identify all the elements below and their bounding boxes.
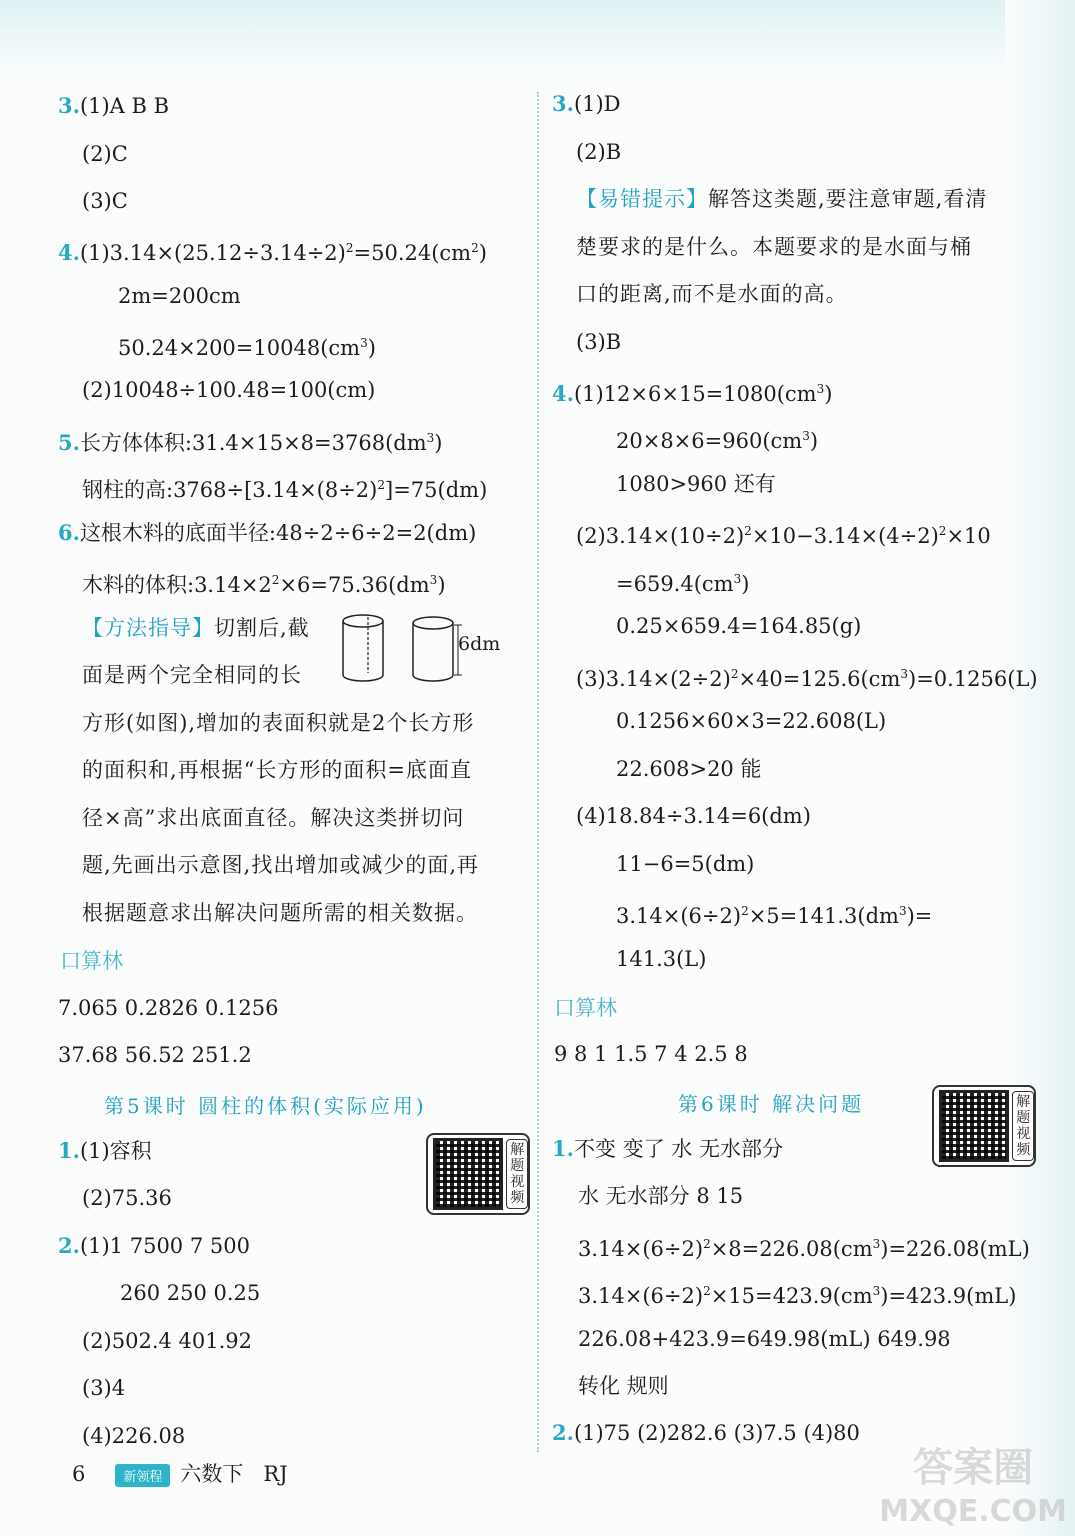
kousuan-row: 9 8 1 1.5 7 4 2.5 8 bbox=[554, 1042, 748, 1066]
top-band bbox=[0, 0, 1075, 80]
method-text: 径×高”求出底面直径。解决这类拼切问 bbox=[82, 806, 465, 830]
answer-line: (4)226.08 bbox=[82, 1424, 186, 1448]
brand-badge: 新领程 bbox=[115, 1464, 170, 1487]
error-tip: 【易错提示】解答这类题,要注意审题,看清 bbox=[576, 187, 988, 211]
tip-text: 楚要求的是什么。本题要求的是水面与桶 bbox=[576, 235, 972, 259]
answer-line: (4)18.84÷3.14=6(dm) bbox=[576, 804, 811, 828]
qr-code-icon bbox=[939, 1090, 1009, 1162]
answer-line: 22.608>20 能 bbox=[616, 757, 762, 781]
answer-line: 0.1256×60×3=22.608(L) bbox=[616, 709, 887, 733]
method-text: 面是两个完全相同的长 bbox=[82, 663, 302, 687]
answer-line: (3)4 bbox=[82, 1376, 126, 1400]
kousuan-title: 口算林 bbox=[60, 949, 123, 973]
answer-line: $50.24\times 200=10048(cm^3)$ bbox=[118, 336, 376, 360]
question-3: 3.(1)A B B bbox=[58, 93, 170, 118]
answer-line: 水 无水部分 8 15 bbox=[578, 1184, 744, 1208]
edition-label: RJ bbox=[263, 1462, 288, 1486]
page-number: 6 bbox=[72, 1462, 86, 1486]
answer-line: 11−6=5(dm) bbox=[616, 852, 755, 876]
answer-line: (3)B bbox=[576, 330, 622, 354]
section6-question-2: 2.(1)75 (2)282.6 (3)7.5 (4)80 bbox=[552, 1420, 860, 1445]
answer-line: (2)10048÷100.48=100(cm) bbox=[82, 378, 376, 402]
answer-line: 钢柱的高$:3768\div[3.14\times(8\div 2)^2]=75(dm)$ bbox=[82, 478, 488, 502]
answer-line: $(2)3.14\times(10\div 2)^2\times 10-3.14\times(4\div 2)^2\times 10$ bbox=[576, 524, 991, 548]
answer-line: (3)C bbox=[82, 189, 128, 213]
qr-code-left[interactable] bbox=[426, 1133, 530, 1215]
answer-line: 2m=200cm bbox=[118, 284, 241, 308]
qr-label: 解题视频 bbox=[1012, 1091, 1034, 1161]
kousuan-title: 口算林 bbox=[554, 996, 617, 1020]
section5-question-1: 1.(1)容积 bbox=[58, 1138, 152, 1163]
qr-label: 解题视频 bbox=[506, 1139, 528, 1209]
section-title-6: 第6课时 解决问题 bbox=[678, 1092, 865, 1116]
answer-line: 1080>960 还有 bbox=[616, 472, 776, 496]
tip-text: 口的距离,而不是水面的高。 bbox=[576, 282, 848, 306]
method-text: 根据题意求出解决问题所需的相关数据。 bbox=[82, 901, 478, 925]
answer-line: $3.14\times(6\div 2)^2\times 8=226.08(cm^3)=226.08(mL)$ bbox=[578, 1237, 1030, 1261]
qr-code-right[interactable] bbox=[932, 1085, 1036, 1167]
question-5: 5.长方体体积$:31.4\times 15\times 8=3768(dm^3)$ bbox=[58, 430, 443, 455]
answer-line: $(3)3.14\times(2\div 2)^2\times 40=125.6(cm^3)=0.1256(L)$ bbox=[576, 667, 1038, 691]
watermark-line: MXQE.COM bbox=[879, 1494, 1067, 1529]
answer-line: $20\times 8\times 6=960(cm^3)$ bbox=[616, 429, 819, 453]
answer-line: $3.14\times(6\div 2)^2\times 5=141.3(dm^3)=$ bbox=[616, 904, 933, 928]
answer-line: (2)C bbox=[82, 142, 128, 166]
answer-line: $3.14\times(6\div 2)^2\times 15=423.9(cm^3)=423.9(mL)$ bbox=[578, 1284, 1017, 1308]
answer-line: 0.25×659.4=164.85(g) bbox=[616, 614, 862, 638]
subject-label: 六数下 bbox=[180, 1462, 244, 1486]
answer-line: (2)502.4 401.92 bbox=[82, 1329, 253, 1353]
answer-line: 木料的体积$:3.14\times 2^2\times 6=75.36(dm^3)$ bbox=[82, 573, 446, 597]
section-title-5: 第5课时 圆柱的体积(实际应用) bbox=[104, 1094, 427, 1118]
answer-line: $=659.4(cm^3)$ bbox=[616, 572, 750, 596]
answer-line: 260 250 0.25 bbox=[120, 1281, 261, 1305]
page-footer bbox=[72, 1458, 288, 1488]
method-text: 的面积和,再根据“长方形的面积=底面直 bbox=[82, 758, 473, 782]
question-3-right: 3.(1)D bbox=[552, 91, 621, 116]
method-tip: 【方法指导】切割后,截 bbox=[82, 616, 310, 640]
kousuan-row: 7.065 0.2826 0.1256 bbox=[58, 996, 279, 1020]
qr-code-icon bbox=[433, 1138, 503, 1210]
answer-line: 转化 规则 bbox=[578, 1374, 669, 1398]
method-text: 方形(如图),增加的表面积就是2个长方形 bbox=[82, 711, 475, 735]
method-text: 题,先画出示意图,找出增加或减少的面,再 bbox=[82, 853, 480, 877]
watermark-line: 答案圈 bbox=[913, 1445, 1034, 1491]
watermark bbox=[879, 1446, 1067, 1534]
section5-question-2: 2.(1)1 7500 7 500 bbox=[58, 1233, 250, 1258]
column-divider bbox=[537, 92, 539, 1452]
figure-label: 6dm bbox=[458, 633, 501, 655]
section6-question-1: 1.不变 变了 水 无水部分 bbox=[552, 1136, 783, 1161]
question-4-right: $4.(1)12\times 6\times 15=1080(cm^3)$ bbox=[552, 381, 833, 406]
answer-line: (2)75.36 bbox=[82, 1186, 172, 1210]
kousuan-row: 37.68 56.52 251.2 bbox=[58, 1043, 252, 1067]
answer-line: 226.08+423.9=649.98(mL) 649.98 bbox=[578, 1327, 951, 1351]
answer-line: (2)B bbox=[576, 140, 622, 164]
question-6: 6.这根木料的底面半径:48÷2÷6÷2=2(dm) bbox=[58, 520, 477, 545]
answer-line: 141.3(L) bbox=[616, 947, 707, 971]
question-4: $4.(1)3.14\times(25.12\div 3.14\div 2)^2=50.24(cm^2)$ bbox=[58, 240, 487, 265]
